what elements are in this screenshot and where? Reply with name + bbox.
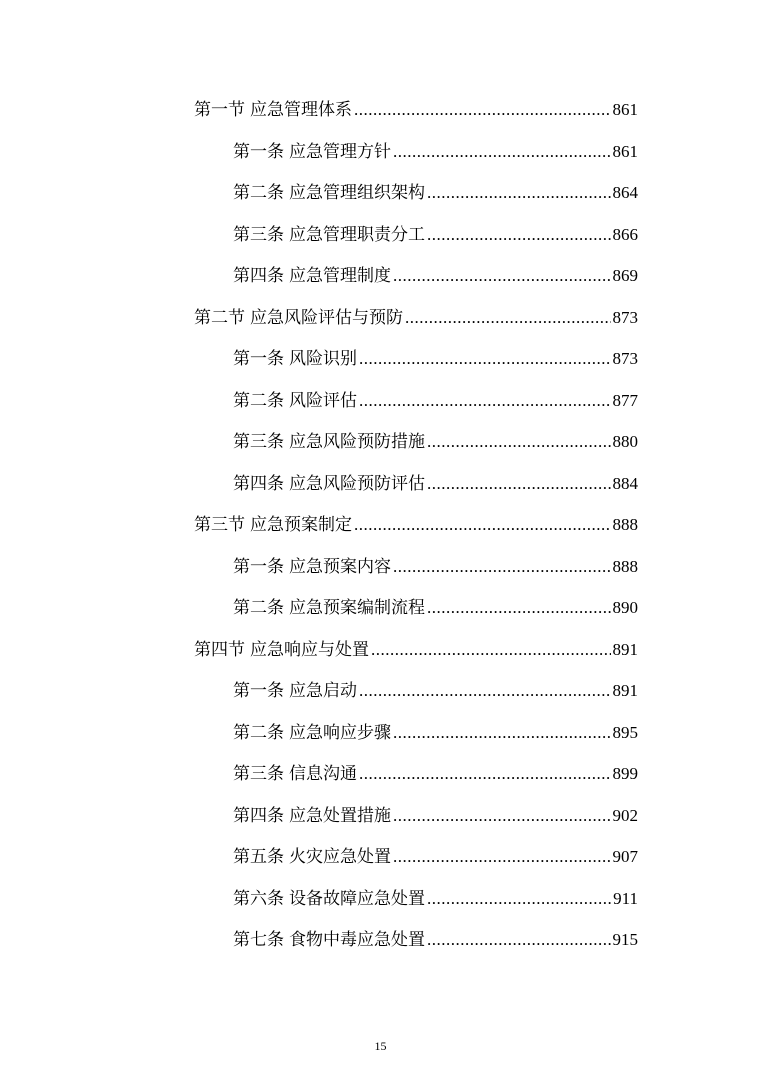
toc-leader-dots <box>427 587 611 629</box>
toc-entry-text: 应急管理制度 <box>289 266 391 286</box>
toc-entry-number: 第五条 <box>233 847 284 867</box>
toc-entry-number: 第二条 <box>233 598 284 618</box>
toc-entry-text: 信息沟通 <box>289 764 357 784</box>
toc-leader-dots <box>393 546 611 588</box>
toc-page-number: 891 <box>612 639 638 659</box>
toc-article-entry[interactable] <box>0 670 638 712</box>
toc-article-entry[interactable] <box>0 380 638 422</box>
toc-page-number: 880 <box>612 432 638 451</box>
toc-article-entry[interactable] <box>0 919 638 961</box>
toc-entry-number: 第二条 <box>233 183 284 203</box>
toc-leader-dots <box>359 338 611 380</box>
toc-page-number: 911 <box>613 888 638 908</box>
toc-page-number: 866 <box>612 224 638 244</box>
toc-leader-dots <box>354 89 611 131</box>
toc-section-entry[interactable] <box>0 89 638 131</box>
toc-entry-number: 第一条 <box>233 141 284 162</box>
toc-entry-text: 应急启动 <box>289 681 357 701</box>
toc-entry-title <box>233 879 425 921</box>
toc-entry-text: 食物中毒应急处置 <box>289 930 425 950</box>
toc-leader-dots <box>359 670 611 712</box>
table-of-contents <box>0 89 761 961</box>
toc-entry-text: 应急预案编制流程 <box>289 598 425 618</box>
toc-entry-number: 第一条 <box>233 349 284 369</box>
toc-entry-title <box>233 920 425 962</box>
toc-entry-text: 应急响应与处置 <box>250 639 369 660</box>
toc-section-entry[interactable] <box>0 504 638 546</box>
toc-entry-number: 第一条 <box>233 556 284 577</box>
toc-page-number: 890 <box>612 598 638 617</box>
toc-entry-title <box>233 132 391 174</box>
toc-leader-dots <box>359 753 611 795</box>
toc-article-entry[interactable] <box>0 338 638 380</box>
toc-entry-text: 应急风险预防措施 <box>289 432 425 452</box>
toc-entry-number: 第一节 <box>194 100 245 120</box>
toc-article-entry[interactable] <box>0 214 638 256</box>
toc-entry-text: 应急管理体系 <box>250 100 352 120</box>
toc-page-number: 877 <box>612 390 638 410</box>
toc-leader-dots <box>427 919 611 961</box>
toc-leader-dots <box>427 214 611 256</box>
toc-page-number: 899 <box>612 764 638 783</box>
toc-leader-dots <box>427 878 611 920</box>
toc-entry-title <box>233 713 391 755</box>
toc-entry-title <box>233 547 391 589</box>
toc-entry-number: 第三条 <box>233 432 284 452</box>
toc-entry-text: 应急处置措施 <box>289 805 391 826</box>
toc-leader-dots <box>393 255 611 297</box>
toc-entry-text: 应急管理职责分工 <box>289 224 425 245</box>
toc-leader-dots <box>405 297 611 339</box>
toc-leader-dots <box>427 172 611 214</box>
toc-article-entry[interactable] <box>0 463 638 505</box>
toc-leader-dots <box>354 504 611 546</box>
page-number: 15 <box>374 1039 387 1053</box>
toc-entry-number: 第二节 <box>194 307 245 328</box>
toc-article-entry[interactable] <box>0 131 638 173</box>
toc-article-entry[interactable] <box>0 712 638 754</box>
toc-article-entry[interactable] <box>0 587 638 629</box>
toc-entry-text: 应急管理方针 <box>289 141 391 162</box>
toc-entry-number: 第七条 <box>233 930 284 950</box>
toc-entry-title <box>233 422 425 464</box>
toc-leader-dots <box>371 629 611 671</box>
toc-article-entry[interactable] <box>0 172 638 214</box>
toc-entry-text: 风险识别 <box>289 349 357 369</box>
toc-entry-number: 第四条 <box>233 805 284 826</box>
toc-leader-dots <box>393 712 611 754</box>
toc-entry-number: 第一条 <box>233 681 284 701</box>
toc-page-number: 884 <box>612 473 638 493</box>
toc-entry-title <box>233 588 425 630</box>
toc-page-number: 915 <box>612 930 638 949</box>
toc-entry-number: 第四节 <box>194 639 245 660</box>
toc-entry-title <box>233 837 391 879</box>
toc-entry-text: 火灾应急处置 <box>289 847 391 867</box>
toc-entry-number: 第三节 <box>194 515 245 535</box>
toc-entry-title <box>233 671 357 713</box>
toc-article-entry[interactable] <box>0 795 638 837</box>
toc-article-entry[interactable] <box>0 255 638 297</box>
toc-page-number: 902 <box>612 805 638 825</box>
toc-page-number: 888 <box>612 556 638 576</box>
toc-entry-title <box>233 464 425 506</box>
toc-entry-text: 应急管理组织架构 <box>289 183 425 203</box>
toc-article-entry[interactable] <box>0 836 638 878</box>
toc-page-number: 873 <box>612 349 638 368</box>
toc-leader-dots <box>393 131 611 173</box>
toc-leader-dots <box>393 836 611 878</box>
toc-entry-text: 应急响应步骤 <box>289 722 391 743</box>
toc-section-entry[interactable] <box>0 629 638 671</box>
toc-entry-title <box>233 215 425 257</box>
toc-leader-dots <box>427 421 611 463</box>
toc-entry-number: 第二条 <box>233 722 284 743</box>
toc-entry-title <box>233 754 357 796</box>
toc-entry-number: 第四条 <box>233 473 284 494</box>
toc-page-number: 869 <box>612 266 638 285</box>
toc-page-number: 907 <box>612 847 638 866</box>
toc-leader-dots <box>393 795 611 837</box>
toc-entry-title <box>194 505 352 547</box>
toc-entry-text: 风险评估 <box>289 390 357 411</box>
toc-entry-title <box>233 381 357 423</box>
toc-page-number: 895 <box>612 722 638 742</box>
toc-entry-title <box>194 630 369 672</box>
toc-entry-number: 第四条 <box>233 266 284 286</box>
toc-article-entry[interactable] <box>0 546 638 588</box>
toc-page-number: 873 <box>612 307 638 327</box>
toc-page-number: 861 <box>612 100 638 119</box>
toc-page-number: 891 <box>612 681 638 700</box>
toc-entry-text: 设备故障应急处置 <box>289 888 425 909</box>
toc-leader-dots <box>359 380 611 422</box>
toc-section-entry[interactable] <box>0 297 638 339</box>
toc-entry-title <box>233 339 357 381</box>
toc-entry-number: 第二条 <box>233 390 284 411</box>
toc-entry-title <box>233 173 425 215</box>
toc-entry-number: 第三条 <box>233 224 284 245</box>
toc-article-entry[interactable] <box>0 878 638 920</box>
toc-entry-title <box>233 256 391 298</box>
toc-entry-title <box>194 90 352 132</box>
toc-entry-text: 应急风险评估与预防 <box>250 307 403 328</box>
toc-article-entry[interactable] <box>0 753 638 795</box>
toc-leader-dots <box>427 463 611 505</box>
toc-page-number: 888 <box>612 515 638 534</box>
toc-article-entry[interactable] <box>0 421 638 463</box>
toc-page-number: 864 <box>612 183 638 202</box>
toc-entry-text: 应急预案内容 <box>289 556 391 577</box>
toc-entry-text: 应急风险预防评估 <box>289 473 425 494</box>
toc-entry-text: 应急预案制定 <box>250 515 352 535</box>
toc-entry-title <box>233 796 391 838</box>
toc-entry-number: 第三条 <box>233 764 284 784</box>
toc-page-number: 861 <box>612 141 638 161</box>
toc-entry-number: 第六条 <box>233 888 284 909</box>
toc-entry-title <box>194 298 403 340</box>
